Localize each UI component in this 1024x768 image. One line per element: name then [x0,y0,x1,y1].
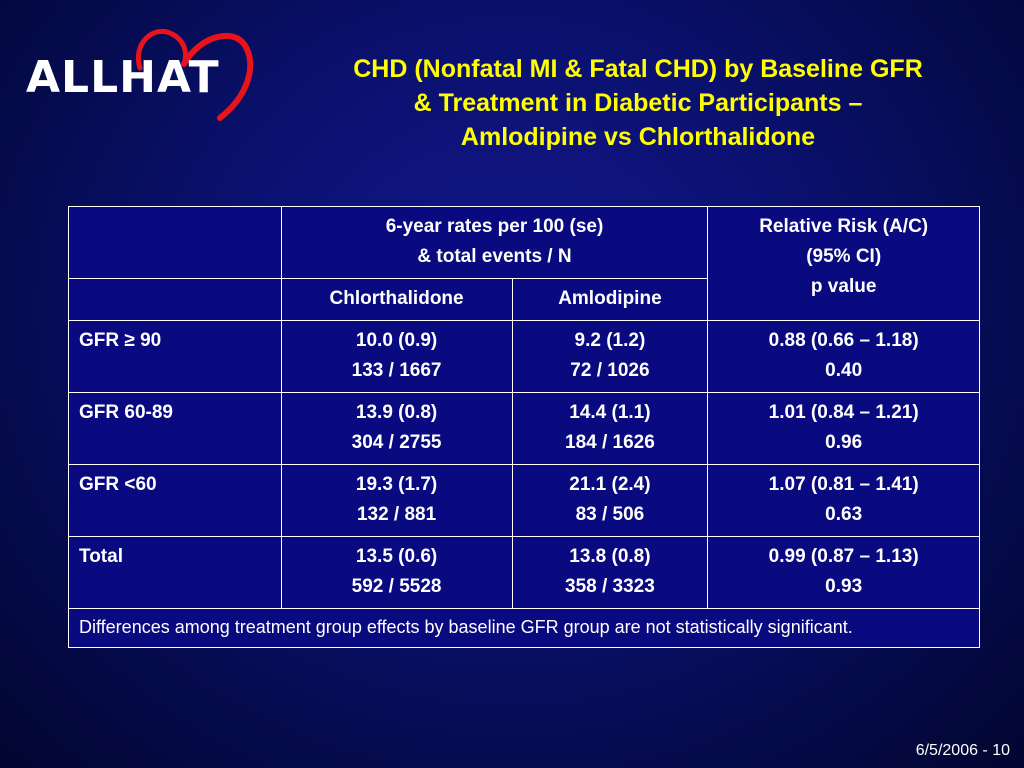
table-row [69,465,980,537]
amlodipine-cell [512,393,708,465]
table-note: Differences among treatment group effects by baseline GFR group are not statistically significant. [69,609,980,648]
amlodipine-events: 358 / 3323 [565,576,655,597]
allhat-logo [22,22,262,132]
title-line-2: & Treatment in Diabetic Participants – [413,89,863,117]
row-label: GFR <60 [69,465,282,537]
amlodipine-cell [512,537,708,609]
chlorthalidone-cell [281,465,512,537]
logo-text: ALLHAT [26,52,220,103]
chlorthalidone-events: 592 / 5528 [351,576,442,597]
relative-risk-ci: 0.99 (0.87 – 1.13) [768,546,919,567]
chlorthalidone-rate: 19.3 (1.7) [355,474,438,495]
header-empty-cell [69,207,282,279]
relative-risk-ci: 1.01 (0.84 – 1.21) [768,402,919,423]
header-relative-risk [708,207,980,321]
table-row [69,537,980,609]
amlodipine-cell [512,321,708,393]
header-empty-cell-2 [69,279,282,321]
header-rr-line-2: (95% CI) [806,246,882,267]
p-value: 0.63 [825,504,863,525]
slide-title [268,52,1008,154]
amlodipine-rate: 13.8 (0.8) [569,546,651,567]
header-rr-line-1: Relative Risk (A/C) [759,216,929,237]
amlodipine-rate: 21.1 (2.4) [569,474,651,495]
p-value: 0.93 [825,576,863,597]
relative-risk-cell [708,393,980,465]
amlodipine-events: 83 / 506 [575,504,645,525]
title-line-1: CHD (Nonfatal MI & Fatal CHD) by Baseline GFR [353,55,923,83]
amlodipine-events: 184 / 1626 [565,432,655,453]
table-row [69,321,980,393]
relative-risk-cell [708,321,980,393]
relative-risk-cell [708,465,980,537]
header-row-1 [69,207,980,279]
amlodipine-cell [512,465,708,537]
title-line-3: Amlodipine vs Chlorthalidone [460,123,816,151]
relative-risk-cell [708,537,980,609]
chlorthalidone-events: 304 / 2755 [351,432,442,453]
table-row [69,393,980,465]
relative-risk-ci: 1.07 (0.81 – 1.41) [768,474,919,495]
row-label: Total [69,537,282,609]
header-chlorthalidone: Chlorthalidone [281,279,512,321]
chlorthalidone-rate: 10.0 (0.9) [355,330,438,351]
chlorthalidone-events: 132 / 881 [356,504,437,525]
p-value: 0.96 [825,432,863,453]
chlorthalidone-rate: 13.5 (0.6) [355,546,438,567]
results-table [68,206,980,648]
chlorthalidone-events: 133 / 1667 [351,360,442,381]
amlodipine-rate: 14.4 (1.1) [569,402,651,423]
chlorthalidone-cell [281,537,512,609]
header-rr-line-3: p value [810,276,877,297]
note-row [69,609,980,648]
amlodipine-rate: 9.2 (1.2) [574,330,646,351]
row-label: GFR 60-89 [69,393,282,465]
relative-risk-ci: 0.88 (0.66 – 1.18) [768,330,919,351]
chlorthalidone-cell [281,393,512,465]
p-value: 0.40 [825,360,863,381]
chlorthalidone-rate: 13.9 (0.8) [355,402,438,423]
chlorthalidone-cell [281,321,512,393]
header-rates-line-1: 6-year rates per 100 (se) [385,216,604,237]
header-amlodipine: Amlodipine [512,279,708,321]
header-rates-line-2: & total events / N [417,246,572,267]
header-rates [281,207,708,279]
amlodipine-events: 72 / 1026 [570,360,650,381]
slide-footer-date-page: 6/5/2006 - 10 [915,742,1010,759]
row-label: GFR ≥ 90 [69,321,282,393]
